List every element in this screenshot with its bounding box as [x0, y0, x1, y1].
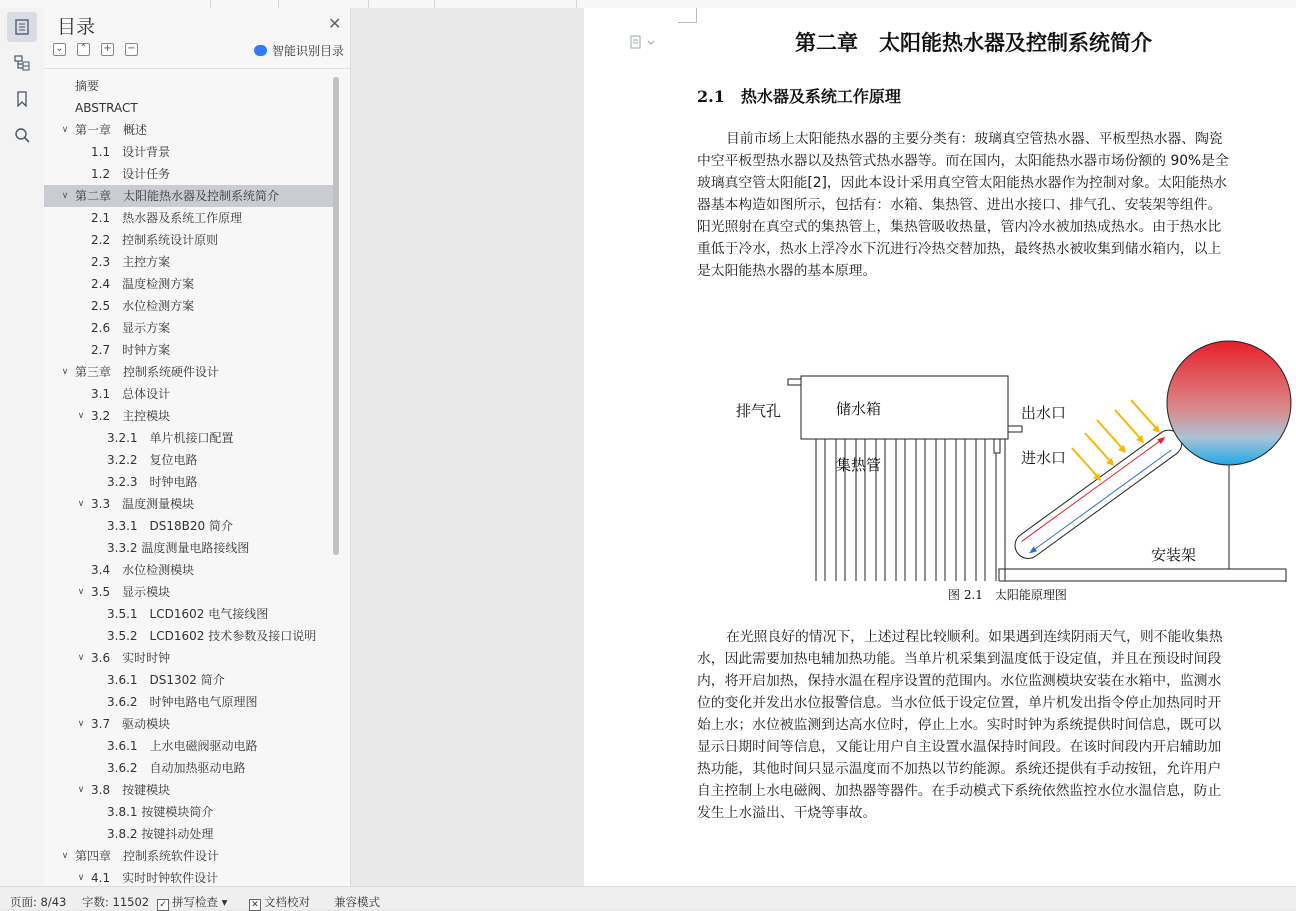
- toc-title: 目录: [57, 16, 96, 38]
- toc-item-label: 3.2.1 单片机接口配置: [107, 431, 234, 445]
- toc-item[interactable]: [44, 251, 334, 273]
- chevron-down-icon[interactable]: ∨: [77, 587, 85, 597]
- text-line: 在光照良好的情况下，上述过程比较顺利。如果遇到连续阴雨天气，则不能收集热: [726, 629, 1223, 645]
- smart-toc-label: 智能识别目录: [272, 44, 345, 58]
- text-line: 始上水；水位被监测到达高水位时，停止上水。实时时钟为系统提供时间信息，既可以: [697, 717, 1222, 733]
- chevron-down-icon[interactable]: ∨: [77, 873, 85, 883]
- toc-item-label: 3.6.1 DS1302 简介: [107, 673, 225, 687]
- figure-caption: 图 2.1 太阳能原理图: [948, 588, 1067, 602]
- toc-item-label: 2.3 主控方案: [91, 255, 171, 269]
- text-line: 自主控制上水电磁阀、加热器等器件。在手动模式下系统依然监控水位水温信息，防止: [697, 783, 1222, 799]
- checkbox-icon: ✓: [157, 899, 169, 911]
- toc-item[interactable]: [44, 691, 334, 713]
- paragraph-principle: [697, 128, 1296, 282]
- toc-item-label: 第一章 概述: [75, 123, 148, 137]
- toc-item-label: 1.2 设计任务: [91, 167, 171, 181]
- toc-item-label: 3.2 主控模块: [91, 409, 171, 423]
- toc-item[interactable]: [44, 471, 334, 493]
- text-line: 重低于冷水，热水上浮冷水下沉进行冷热交替加热，最终热水被收集到储水箱内，以上: [697, 241, 1222, 257]
- proofread-label: 文档校对: [264, 895, 310, 909]
- solar-heater-diagram: [724, 332, 1296, 588]
- mount-label: 安装架: [1151, 546, 1197, 564]
- toc-item-label: 3.7 驱动模块: [91, 717, 171, 731]
- text-line: 发生上水溢出、干烧等事故。: [697, 805, 877, 821]
- toc-item-label: 3.3.1 DS18B20 简介: [107, 519, 233, 533]
- text-line: 是太阳能热水器的基本原理。: [697, 263, 877, 279]
- spell-check-toggle[interactable]: ✓ 拼写检查 ▾: [157, 894, 227, 911]
- expand-level-button[interactable]: ⌃: [77, 43, 90, 56]
- paragraph-control: [697, 626, 1296, 824]
- add-heading-button[interactable]: +: [101, 43, 114, 56]
- remove-heading-button[interactable]: −: [125, 43, 138, 56]
- toc-item[interactable]: [44, 603, 334, 625]
- status-bar: [0, 886, 1296, 909]
- toc-item[interactable]: [44, 383, 334, 405]
- toc-item-label: 3.6.1 上水电磁阀驱动电路: [107, 739, 258, 753]
- vent-pipe: [788, 379, 801, 385]
- toc-item-label: 3.5 显示模块: [91, 585, 171, 599]
- inlet-label: 进水口: [1021, 449, 1067, 467]
- chevron-down-icon[interactable]: ∨: [77, 499, 85, 509]
- chevron-down-icon[interactable]: ∨: [61, 367, 69, 377]
- toc-item-label: 2.1 热水器及系统工作原理: [91, 211, 243, 225]
- toc-item[interactable]: [44, 339, 334, 361]
- chevron-down-icon[interactable]: ∨: [77, 411, 85, 421]
- toc-item-label: 3.2.3 时钟电路: [107, 475, 198, 489]
- toc-item-label: 3.6 实时时钟: [91, 651, 171, 665]
- spell-check-label: 拼写检查: [172, 895, 218, 909]
- toc-item[interactable]: [44, 405, 334, 427]
- structure-panel-button[interactable]: [7, 48, 37, 78]
- toc-item[interactable]: [44, 867, 334, 886]
- paragraph-menu-icon[interactable]: [630, 34, 656, 53]
- toc-item[interactable]: [44, 427, 334, 449]
- text-line: 玻璃真空管太阳能[2]，因此本设计采用真空管太阳能热水器作为控制对象。太阳能热水: [697, 175, 1228, 191]
- bookmark-icon: [14, 91, 30, 107]
- page-corner-mark: [678, 8, 697, 23]
- toc-item[interactable]: [44, 779, 334, 801]
- text-line: 器基本构造如图所示，包括有：水箱、集热管、进出水接口、排气孔、安装架等组件。: [697, 197, 1222, 213]
- toc-item[interactable]: [44, 559, 334, 581]
- toc-item-label: 摘要: [75, 79, 100, 93]
- close-icon[interactable]: ✕: [328, 14, 342, 33]
- toc-item-label: 第三章 控制系统硬件设计: [75, 365, 220, 379]
- text-line: 中空平板型热水器以及热管式热水器等。而在国内，太阳能热水器市场份额的 90%是全: [697, 153, 1229, 169]
- smart-toc-button[interactable]: [254, 42, 344, 59]
- toc-item[interactable]: [44, 801, 334, 823]
- toc-list: [44, 75, 334, 886]
- toc-item-label: 3.4 水位检测模块: [91, 563, 195, 577]
- navigation-rail: [0, 8, 45, 886]
- toc-item[interactable]: [44, 823, 334, 845]
- toc-item-label: 3.5.1 LCD1602 电气接线图: [107, 607, 269, 621]
- outlet-pipe: [1008, 426, 1022, 432]
- toc-scrollbar[interactable]: [333, 77, 339, 555]
- text-line: 水，因此需要加热电辅加热功能。当单片机采集到温度低于设定值，并且在预设时间段: [697, 651, 1222, 667]
- search-icon: [14, 127, 30, 143]
- hierarchy-icon: [14, 55, 30, 71]
- toc-item[interactable]: [44, 625, 334, 647]
- toc-item-label: 3.8.2 按键抖动处理: [107, 827, 214, 841]
- toc-item[interactable]: [44, 295, 334, 317]
- toc-item-label: 3.3 温度测量模块: [91, 497, 195, 511]
- search-button[interactable]: [7, 120, 37, 150]
- inlet-pipe: [994, 439, 1000, 453]
- toc-item[interactable]: [44, 317, 334, 339]
- toc-item[interactable]: [44, 97, 334, 119]
- toc-item[interactable]: [44, 493, 334, 515]
- chevron-down-icon[interactable]: ∨: [61, 191, 69, 201]
- toc-item-label: 2.4 温度检测方案: [91, 277, 195, 291]
- toc-item[interactable]: [44, 361, 334, 383]
- toc-panel-button[interactable]: [7, 12, 37, 42]
- toc-item[interactable]: [44, 735, 334, 757]
- toc-item-label: 2.6 显示方案: [91, 321, 171, 335]
- toc-item[interactable]: [44, 449, 334, 471]
- toc-item-label: 3.6.2 时钟电路电气原理图: [107, 695, 258, 709]
- section-heading: 2.1 热水器及系统工作原理: [697, 87, 901, 106]
- toc-item[interactable]: [44, 207, 334, 229]
- text-line: 热功能，其他时间只显示温度而不加热以节约能源。系统还提供有手动按钮，允许用户: [697, 761, 1222, 777]
- text-line: 目前市场上太阳能热水器的主要分类有：玻璃真空管热水器、平板型热水器、陶瓷: [726, 131, 1223, 147]
- toc-item[interactable]: [44, 845, 334, 867]
- toc-item-label: 3.8 按键模块: [91, 783, 171, 797]
- chevron-down-icon[interactable]: ∨: [61, 851, 69, 861]
- vent-label: 排气孔: [736, 402, 782, 420]
- toc-item-label: 第二章 太阳能热水器及控制系统简介: [75, 189, 280, 203]
- toc-item[interactable]: [44, 647, 334, 669]
- bookmark-button[interactable]: [7, 84, 37, 114]
- chevron-down-icon[interactable]: ∨: [61, 125, 69, 135]
- chevron-down-icon[interactable]: ∨: [77, 785, 85, 795]
- toc-item[interactable]: [44, 185, 334, 207]
- chapter-heading: 第二章 太阳能热水器及控制系统简介: [795, 30, 1152, 55]
- toc-item-label: 1.1 设计背景: [91, 145, 171, 159]
- text-line: 显示日期时间等信息，又能让用户自主设置水温保持时间段。在该时间段内开启辅助加: [697, 739, 1222, 755]
- toc-item-label: 第四章 控制系统软件设计: [75, 849, 220, 863]
- word-count[interactable]: 字数: 11502: [82, 895, 150, 909]
- toc-item[interactable]: [44, 75, 334, 97]
- outlet-label: 出水口: [1021, 404, 1067, 422]
- toc-item-label: ABSTRACT: [75, 101, 138, 115]
- hot-water-sphere: [1167, 341, 1291, 465]
- mount-frame: [999, 569, 1286, 582]
- toc-item[interactable]: [44, 229, 334, 251]
- proofread-icon: ✕: [249, 899, 261, 911]
- toc-item-label: 2.5 水位检测方案: [91, 299, 195, 313]
- text-line: 位的变化并发出水位报警信息。当水位低于设定位置，单片机发出指令停止加热同时开: [697, 695, 1222, 711]
- toc-item-label: 3.1 总体设计: [91, 387, 171, 401]
- storage-tank: [801, 376, 1008, 439]
- text-line: 内，将开启加热，保持水温在程序设置的范围内。水位监测模块安装在水箱中，监测水: [697, 673, 1222, 689]
- toc-item-label: 3.5.2 LCD1602 技术参数及接口说明: [107, 629, 317, 643]
- toc-item[interactable]: [44, 515, 334, 537]
- ai-assistant-icon: [254, 45, 267, 56]
- toc-item-label: 3.8.1 按键模块简介: [107, 805, 214, 819]
- toc-item-label: 2.2 控制系统设计原则: [91, 233, 219, 247]
- toc-item[interactable]: [44, 713, 334, 735]
- toc-item-label: 4.1 实时时钟软件设计: [91, 871, 219, 885]
- toc-item[interactable]: [44, 273, 334, 295]
- toc-item-label: 2.7 时钟方案: [91, 343, 171, 357]
- text-line: 阳光照射在真空式的集热管上，集热管吸收热量，管内冷水被加热成热水。由于热水比: [697, 219, 1222, 235]
- collapse-all-button[interactable]: ⌄: [53, 43, 66, 56]
- compat-mode: 兼容模式: [334, 895, 380, 909]
- page-count[interactable]: 页面: 8/43: [10, 895, 67, 909]
- chevron-down-icon[interactable]: ∨: [77, 653, 85, 663]
- toc-item[interactable]: [44, 669, 334, 691]
- chevron-down-icon[interactable]: ∨: [77, 719, 85, 729]
- document-page[interactable]: [584, 8, 1296, 886]
- toc-item-label: 3.6.2 自动加热驱动电路: [107, 761, 246, 775]
- tubes-label: 集热管: [836, 456, 882, 474]
- toc-item[interactable]: [44, 537, 334, 559]
- tank-label: 储水箱: [836, 400, 882, 418]
- inclined-collector: [1010, 425, 1187, 564]
- toc-item[interactable]: [44, 119, 334, 141]
- toc-item[interactable]: [44, 141, 334, 163]
- toc-item-label: 3.2.2 复位电路: [107, 453, 198, 467]
- outline-icon: [14, 19, 30, 35]
- toc-item[interactable]: [44, 757, 334, 779]
- toc-toolbar: [53, 43, 138, 56]
- toc-item[interactable]: [44, 163, 334, 185]
- toc-item[interactable]: [44, 581, 334, 603]
- toc-panel: [44, 8, 351, 886]
- toc-item-label: 3.3.2 温度测量电路接线图: [107, 541, 250, 555]
- proofread-button[interactable]: [249, 894, 310, 911]
